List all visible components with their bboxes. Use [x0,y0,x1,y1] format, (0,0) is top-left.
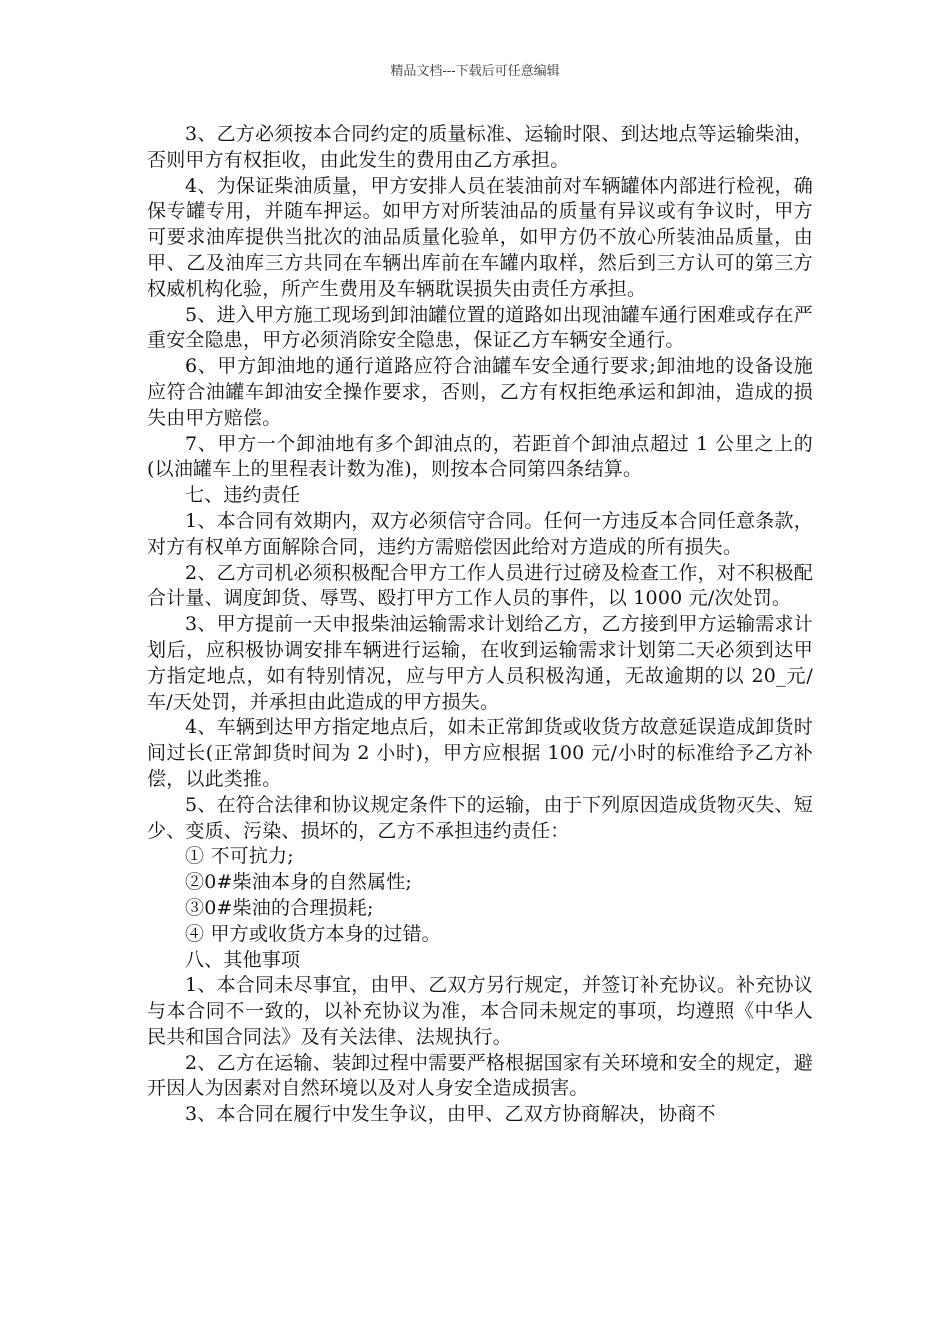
document-body [147,122,813,1128]
liability-clause-2: 2、乙方司机必须积极配合甲方工作人员进行过磅及检查工作，对不积极配合计量、调度卸货、辱骂、殴打甲方工作人员的事件，以 1000 元/次处罚。 [147,561,813,610]
section-heading-liability: 七、违约责任 [185,484,301,507]
exemption-item-3: ③0#柴油的合理损耗; [185,896,374,919]
exemption-item-1: ① 不可抗力; [185,845,294,868]
clause-5-road-safety: 5、进入甲方施工现场到卸油罐位置的道路如出现油罐车通行困难或存在严重安全隐患，甲方必须消除安全隐患，保证乙方车辆安全通行。 [147,303,813,352]
clause-6-unloading-site: 6、甲方卸油地的通行道路应符合油罐车安全通行要求;卸油地的设备设施应符合油罐车卸油安全操作要求，否则，乙方有权拒绝承运和卸油，造成的损失由甲方赔偿。 [147,355,813,429]
liability-clause-4: 4、车辆到达甲方指定地点后，如未正常卸货或收货方故意延误造成卸货时间过长(正常卸货时间为 2 小时)，甲方应根据 100 元/小时的标准给予乙方补偿，以此类推。 [147,716,813,790]
clause-4-inspection: 4、为保证柴油质量，甲方安排人员在装油前对车辆罐体内部进行检视，确保专罐专用，并随车押运。如甲方对所装油品的质量有异议或有争议时，甲方可要求油库提供当批次的油品质量化验单，如甲方仍不放心所装油品质量，由甲、乙及油库三方共同在车辆出库前在车罐内取样，然后到三方认可的第三方权威机构化验，所产生费用及车辆耽误损失由责任方承担。 [147,174,813,300]
liability-clause-5: 5、在符合法律和协议规定条件下的运输，由于下列原因造成货物灭失、短少、变质、污染、损坏的，乙方不承担违约责任： [147,793,813,842]
section-heading-other: 八、其他事项 [185,948,301,971]
exemption-item-2: ②0#柴油本身的自然属性; [185,871,413,894]
clause-7-multiple-points: 7、甲方一个卸油地有多个卸油点的，若距首个卸油点超过 1 公里之上的(以油罐车上的里程表计数为准)，则按本合同第四条结算。 [147,432,813,481]
exemption-item-4: ④ 甲方或收货方本身的过错。 [185,922,441,945]
liability-clause-3: 3、甲方提前一天申报柴油运输需求计划给乙方，乙方接到甲方运输需求计划后，应积极协调安排车辆进行运输，在收到运输需求计划第二天必须到达甲方指定地点，如有特别情况，应与甲方人员积极沟通，无故逾期的以 20_元/车/天处罚，并承担由此造成的甲方损失。 [147,613,813,713]
clause-3-quality: 3、乙方必须按本合同约定的质量标准、运输时限、到达地点等运输柴油，否则甲方有权拒收，由此发生的费用由乙方承担。 [147,123,813,171]
other-clause-2: 2、乙方在运输、装卸过程中需要严格根据国家有关环境和安全的规定，避开因人为因素对自然环境以及对人身安全造成损害。 [147,1051,813,1100]
other-clause-3: 3、本合同在履行中发生争议，由甲、乙双方协商解决，协商不 [185,1103,716,1126]
liability-clause-1: 1、本合同有效期内，双方必须信守合同。任何一方违反本合同任意条款，对方有权单方面解除合同，违约方需赔偿因此给对方造成的所有损失。 [147,509,813,558]
other-clause-1: 1、本合同未尽事宜，由甲、乙双方另行规定，并签订补充协议。补充协议与本合同不一致的，以补充协议为准，本合同未规定的事项，均遵照《中华人民共和国合同法》及有关法律、法规执行。 [147,974,813,1048]
page-header: 精品文档---下载后可任意编辑 [390,64,560,79]
